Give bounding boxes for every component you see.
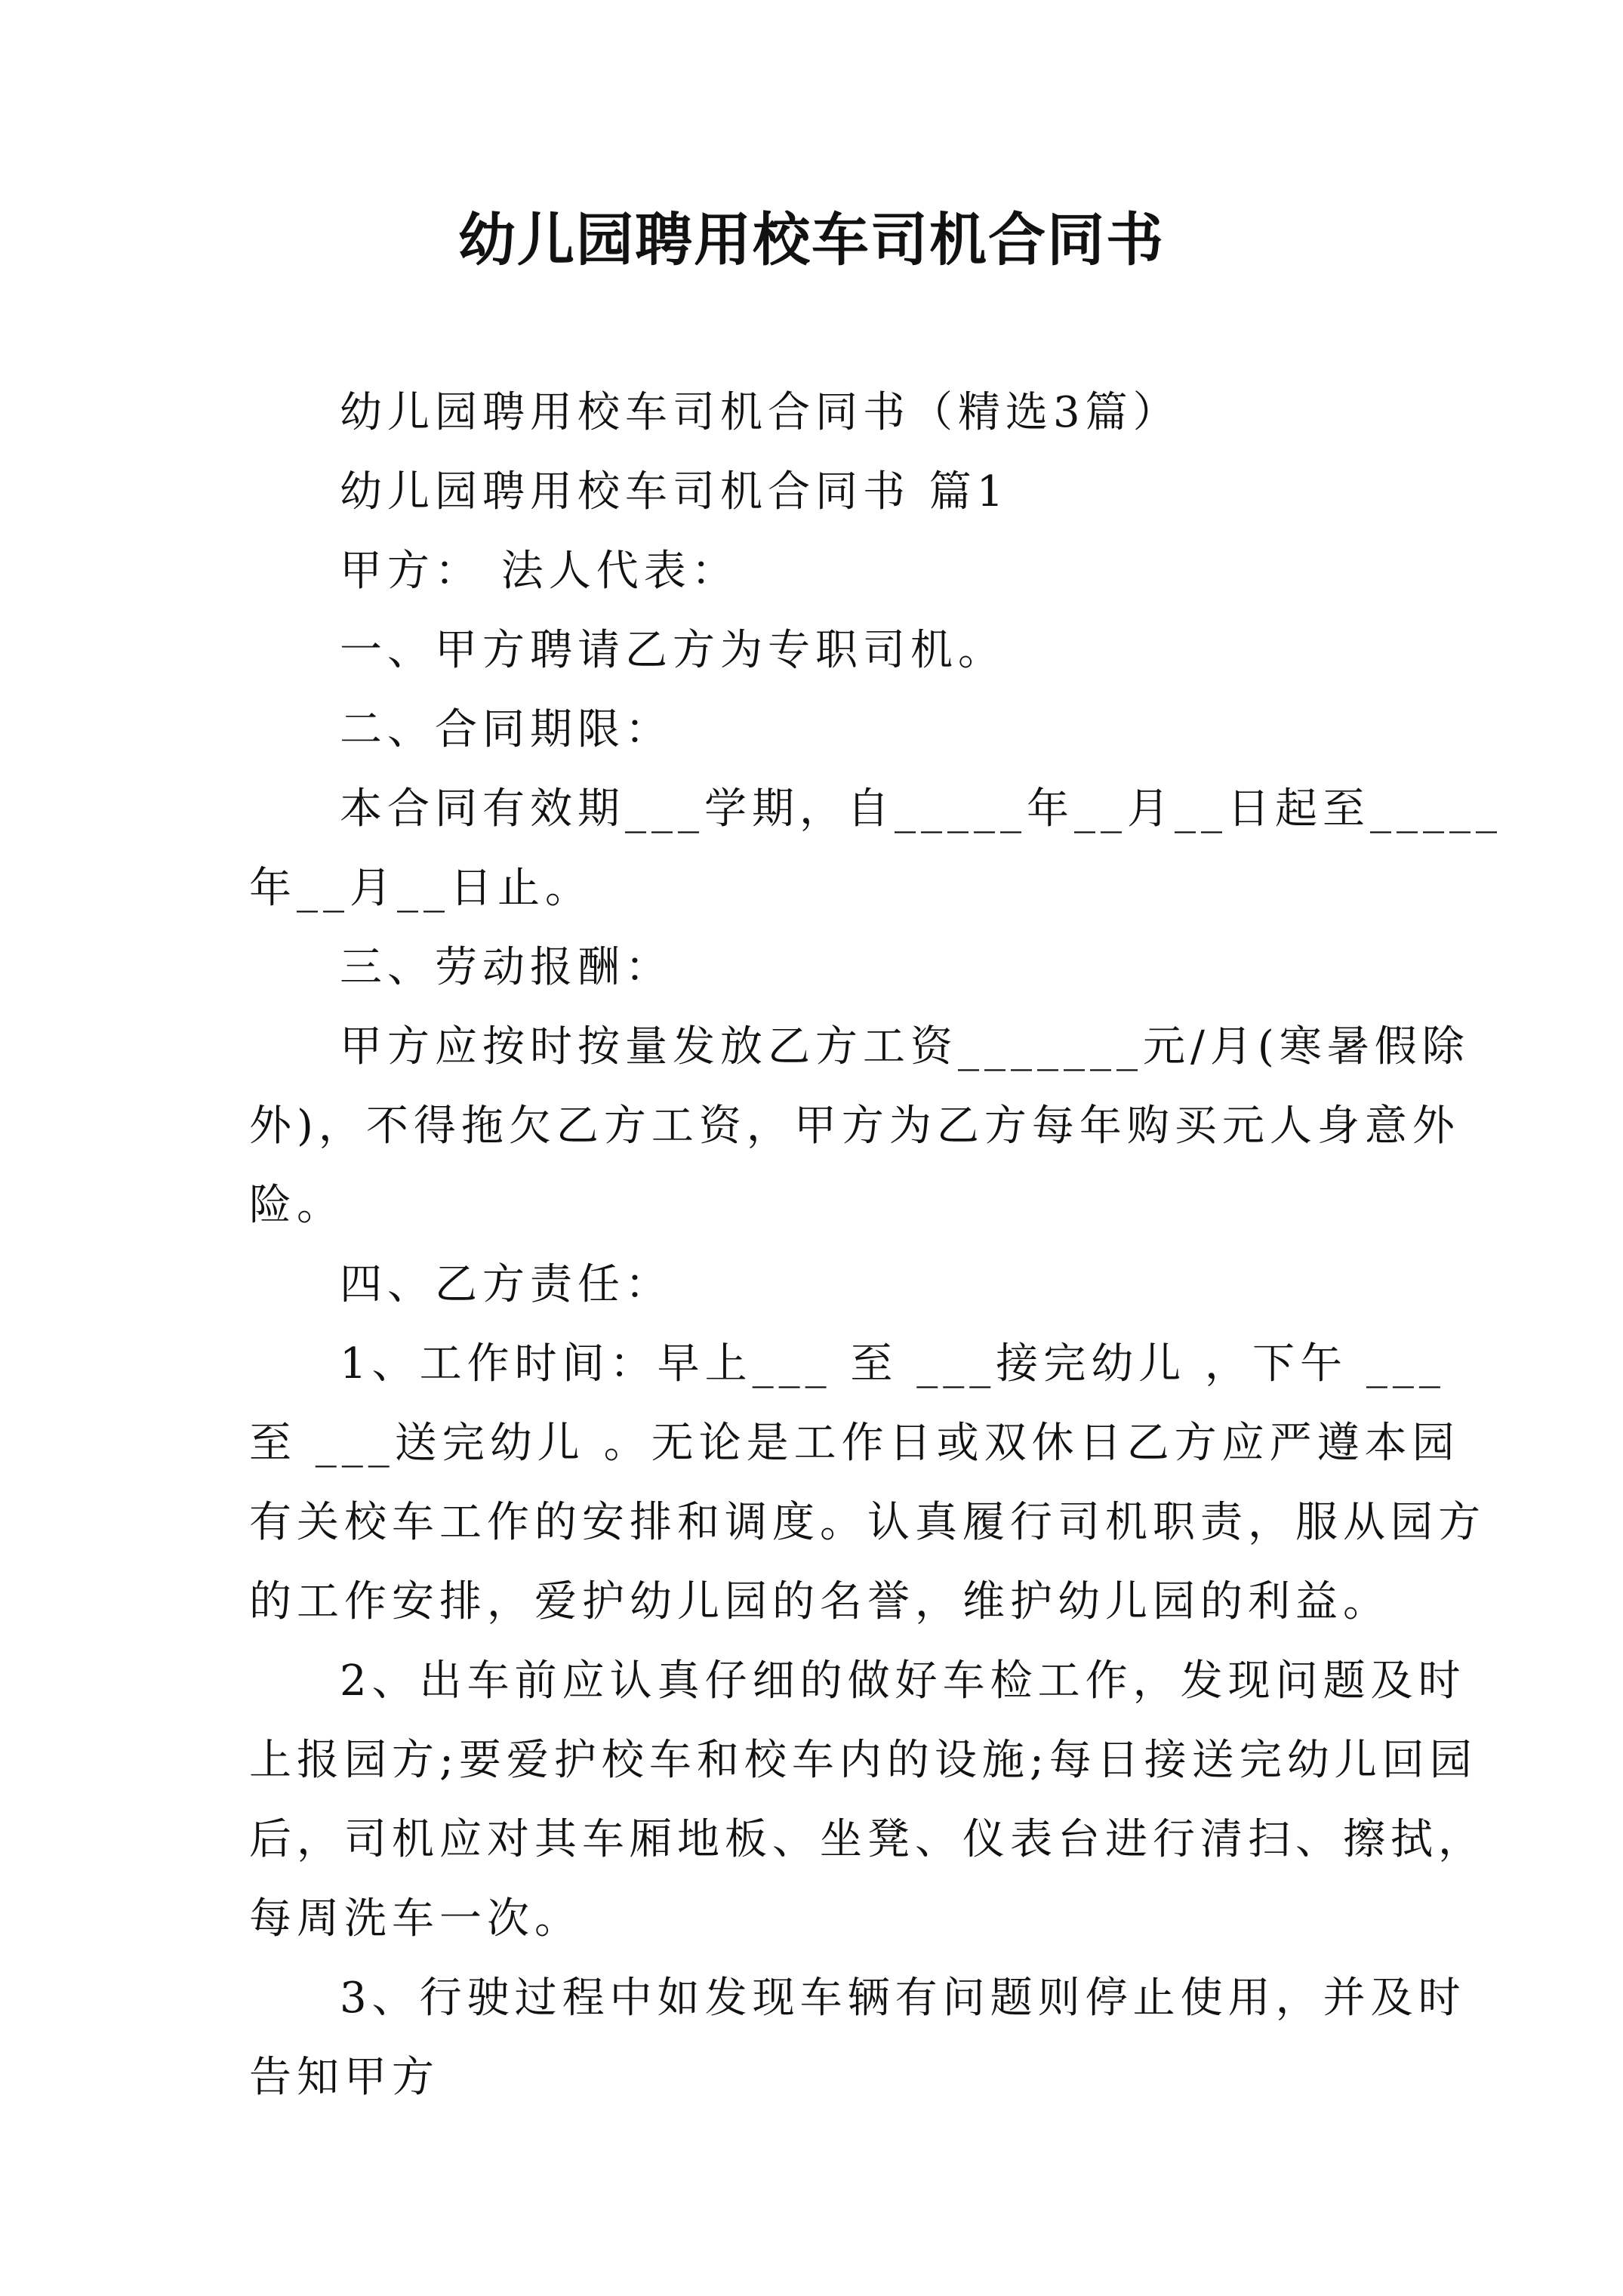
paragraph-line: 有关校车工作的安排和调度。认真履行司机职责，服从园方 — [249, 1498, 1486, 1547]
paragraph-line: 2、出车前应认真仔细的做好车检工作，发现问题及时 — [340, 1657, 1466, 1706]
paragraph-line: 上报园方;要爱护校车和校车内的设施;每日接送完幼儿回园 — [249, 1736, 1477, 1785]
clause-heading: 四、乙方责任： — [340, 1260, 673, 1309]
section-heading: 幼儿园聘用校车司机合同书 篇1 — [340, 467, 1009, 516]
paragraph-line: 年__月__日止。 — [249, 864, 593, 913]
paragraph-line: 后，司机应对其车厢地板、坐凳、仪表台进行清扫、擦拭， — [249, 1815, 1486, 1864]
subtitle-line: 幼儿园聘用校车司机合同书（精选3篇） — [340, 388, 1181, 437]
party-line: 甲方： 法人代表： — [340, 547, 739, 596]
clause-line: 一、甲方聘请乙方为专职司机。 — [340, 626, 1006, 675]
document-title: 幼儿园聘用校车司机合同书 — [458, 206, 1165, 273]
paragraph-line: 外)，不得拖欠乙方工资，甲方为乙方每年购买元人身意外 — [249, 1102, 1460, 1151]
paragraph-line: 甲方应按时按量发放乙方工资_______元/月(寒暑假除 — [340, 1022, 1470, 1071]
paragraph-line: 每周洗车一次。 — [249, 1894, 582, 1943]
paragraph-line: 告知甲方 — [249, 2053, 439, 2102]
paragraph-line: 至 ___送完幼儿 。无论是工作日或双休日乙方应严遵本园 — [249, 1419, 1460, 1468]
paragraph-line: 1、工作时间：早上___ 至 ___接完幼儿 ，下午 ___ — [340, 1339, 1446, 1388]
paragraph-line: 本合同有效期___学期，自_____年__月__日起至_____ — [340, 784, 1502, 834]
clause-heading: 三、劳动报酬： — [340, 943, 673, 992]
paragraph-line: 险。 — [249, 1181, 344, 1230]
paragraph-line: 3、行驶过程中如发现车辆有问题则停止使用，并及时 — [340, 1974, 1466, 2023]
paragraph-line: 的工作安排，爱护幼儿园的名誉，维护幼儿园的利益。 — [249, 1577, 1390, 1626]
clause-heading: 二、合同期限： — [340, 705, 673, 754]
